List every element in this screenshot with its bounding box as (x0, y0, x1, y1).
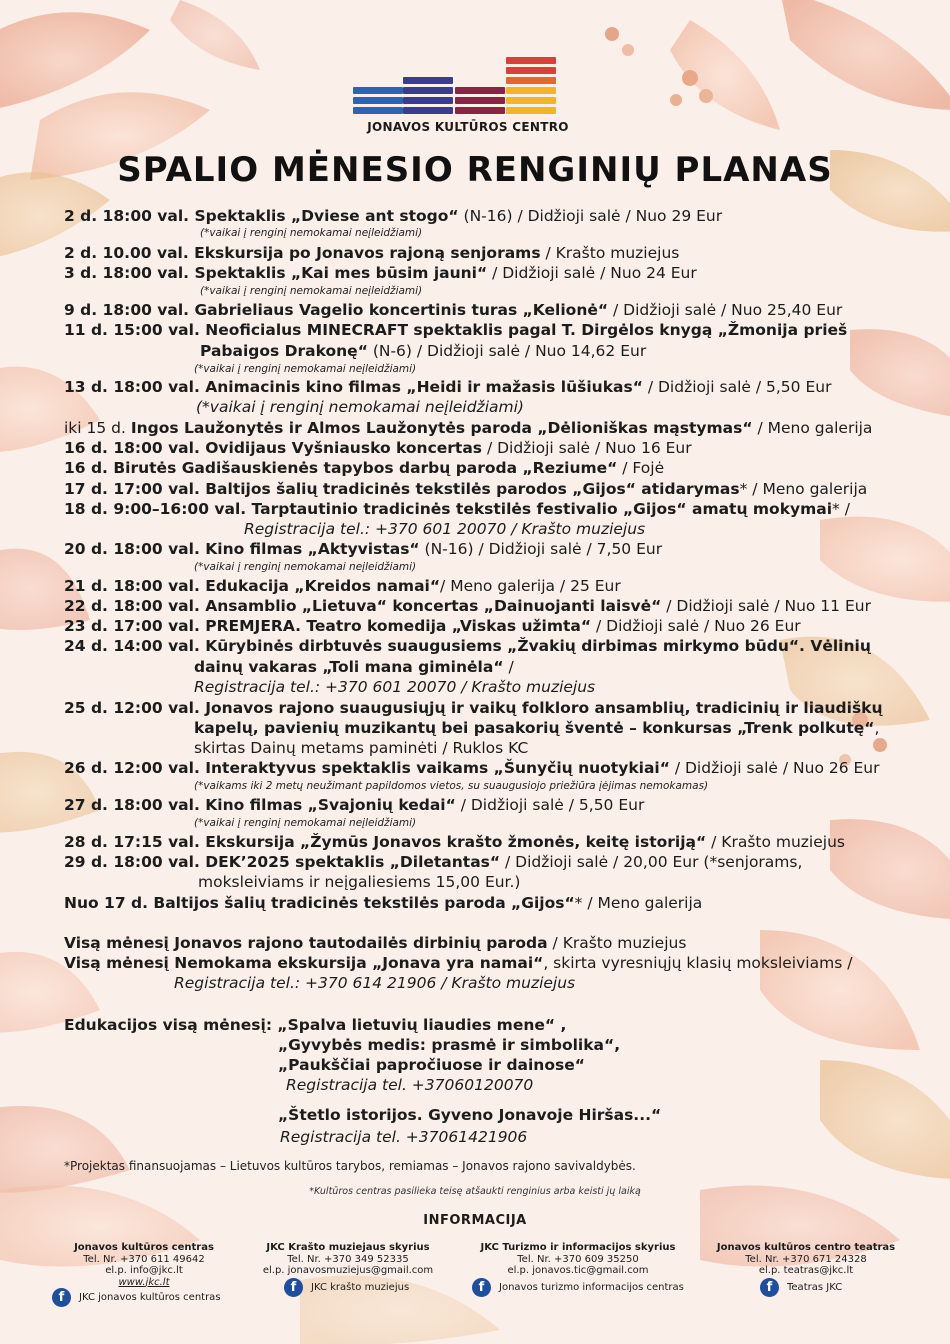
website-link[interactable]: www.jkc.lt (118, 1276, 170, 1288)
event-line (278, 1056, 585, 1074)
facebook-label: Teatras JKC (787, 1282, 843, 1293)
event-registration: Registracija tel.: +370 601 20070 / Krašto muziejus (194, 678, 596, 696)
event-details: / Didžioji salė / Nuo 11 Eur (661, 597, 871, 615)
event-details: / Didžioji salė / Nuo 26 Eur (669, 759, 880, 777)
event-line (64, 954, 852, 972)
event-registration: (*vaikai į renginį nemokamai neįleidžiami) (196, 398, 524, 416)
event-title: 24 d. 14:00 val. Kūrybinės dirbtuvės suaugusiems „Žvakių dirbimas mirkymo būdu“. Vėlinių (64, 637, 871, 655)
event-line (64, 617, 801, 635)
event-title: 21 d. 18:00 val. Edukacija „Kreidos namai“ (64, 577, 441, 595)
disclaimer-footnote: *Kultūros centras pasilieka teisę atšaukti renginius arba keisti jų laiką (309, 1186, 641, 1197)
event-line (278, 1106, 661, 1124)
facebook-icon: f (52, 1288, 71, 1307)
event-line (64, 500, 850, 518)
event-line (64, 934, 686, 952)
info-tel: Tel. Nr. +370 609 35250 (517, 1253, 639, 1265)
info-name: Jonavos kultūros centras (74, 1242, 214, 1253)
event-line (64, 301, 842, 319)
info-column-culture-centre (44, 1242, 244, 1288)
event-line (198, 873, 520, 891)
event-title: dainų vakaras „Toli mana giminėla“ (194, 658, 504, 676)
info-name: JKC Turizmo ir informacijos skyrius (480, 1242, 676, 1253)
event-title: Nuo 17 d. Baltijos šalių tradicinės tekstilės paroda „Gijos“ (64, 894, 575, 912)
event-note: (*vaikams iki 2 metų neužimant papildomos vietos, su suaugusiojo priežiūra įėjimas nemokamas) (194, 780, 709, 792)
event-details: / Didžioji salė / Nuo 24 Eur (487, 264, 697, 282)
event-title: 13 d. 18:00 val. Animacinis kino filmas „Heidi ir mažasis lūšiukas“ (64, 378, 643, 396)
info-email: el.p. teatras@jkc.lt (758, 1265, 854, 1276)
event-title: Visą mėnesį Nemokama ekskursija „Jonava yra namai“ (64, 954, 544, 972)
event-note: (*vaikai į renginį nemokamai neįleidžiami) (194, 817, 417, 829)
event-title: Ingos Laužonytės ir Almos Laužonytės paroda „Dėlioniškas mąstymas“ (130, 419, 753, 437)
event-line (64, 264, 697, 282)
event-line (64, 833, 845, 851)
info-column-museum (248, 1242, 448, 1277)
event-details: (N-16) / Didžioji salė / Nuo 29 Eur (458, 207, 723, 225)
event-title: Visą mėnesį Jonavos rajono tautodailės dirbinių paroda (64, 934, 548, 952)
event-line (64, 378, 831, 396)
funding-footnote: *Projektas finansuojamas – Lietuvos kultūros tarybos, remiamas – Jonavos rajono savivaldybės. (64, 1159, 636, 1173)
event-line (196, 398, 524, 416)
facebook-label: JKC krašto muziejus (311, 1282, 410, 1293)
event-line (64, 597, 871, 615)
event-details: * / Meno galerija (574, 894, 703, 912)
event-details: / Meno galerija / 25 Eur (440, 577, 621, 595)
logo-name: JONAVOS KULTŪROS CENTRO (367, 120, 569, 134)
info-column-theatre (704, 1242, 908, 1277)
event-details: / Didžioji salė / 20,00 Eur (*senjorams, (500, 853, 803, 871)
facebook-icon: f (760, 1278, 779, 1297)
facebook-label: Jonavos turizmo informacijos centras (499, 1282, 684, 1293)
event-details: * / Meno galerija (739, 480, 868, 498)
event-title: 17 d. 17:00 val. Baltijos šalių tradicinės tekstilės parodos „Gijos“ atidarymas (64, 480, 740, 498)
event-line (194, 658, 514, 676)
event-details: / Fojė (617, 459, 665, 477)
event-prefix: iki 15 d. (64, 419, 131, 437)
event-note: (*vaikai į renginį nemokamai neįleidžiami) (200, 227, 423, 239)
event-details: moksleiviams ir neįgaliesiems 15,00 Eur.) (198, 873, 521, 891)
event-line (278, 1036, 620, 1054)
event-details: / Krašto muziejus (540, 244, 680, 262)
event-line (286, 1076, 533, 1094)
event-details: skirtas Dainų metams paminėti / Ruklos KC (194, 739, 529, 757)
event-title: Edukacijos visą mėnesį: „Spalva lietuvių liaudies mene“ , (64, 1016, 567, 1034)
facebook-link-culture-centre[interactable] (52, 1288, 221, 1307)
event-line (244, 520, 645, 538)
info-tel: Tel. Nr. +370 671 24328 (745, 1253, 867, 1265)
facebook-icon: f (284, 1278, 303, 1297)
event-line (64, 1016, 566, 1034)
event-title: 16 d. 18:00 val. Ovidijaus Vyšniausko koncertas (64, 439, 483, 457)
event-details: / Didžioji salė / Nuo 16 Eur (482, 439, 692, 457)
event-details: / Meno galerija (752, 419, 873, 437)
event-line (64, 577, 621, 595)
event-title: 27 d. 18:00 val. Kino filmas „Svajonių kedai“ (64, 796, 456, 814)
event-line (64, 796, 644, 814)
event-title: 25 d. 12:00 val. Jonavos rajono suaugusiųjų ir vaikų folkloro ansamblių, tradicinių ir liaudiškų (64, 699, 883, 717)
event-title: Pabaigos Drakonę“ (200, 342, 368, 360)
event-note: (*vaikai į renginį nemokamai neįleidžiami) (200, 285, 423, 297)
event-title: „Gyvybės medis: prasmė ir simbolika“, (278, 1036, 621, 1054)
event-details: / Didžioji salė / 5,50 Eur (642, 378, 832, 396)
event-line (64, 419, 872, 437)
event-line (64, 459, 664, 477)
info-name: JKC Krašto muziejaus skyrius (266, 1242, 430, 1253)
event-registration: Registracija tel. +37060120070 (286, 1076, 534, 1094)
event-line (280, 1128, 527, 1146)
event-title: „Paukščiai papročiuose ir dainose“ (278, 1056, 585, 1074)
event-title: 18 d. 9:00–16:00 val. Tarptautinio tradicinės tekstilės festivalio „Gijos“ amatų mokymai (64, 500, 833, 518)
event-line (64, 321, 847, 339)
event-details: / Krašto muziejus (547, 934, 687, 952)
facebook-label: JKC jonavos kultūros centras (79, 1292, 221, 1303)
event-registration: Registracija tel. +37061421906 (280, 1128, 528, 1146)
event-title: 29 d. 18:00 val. DEK’2025 spektaklis „Diletantas“ (64, 853, 501, 871)
event-title: kapelų, pavienių muzikantų bei pasakorių šventė – konkursas „Trenk polkutę“ (194, 719, 875, 737)
event-line (64, 853, 802, 871)
event-title: 9 d. 18:00 val. Gabrieliaus Vagelio koncertinis turas „Kelionė“ (64, 301, 609, 319)
event-line (64, 207, 722, 225)
event-line (194, 739, 528, 757)
event-line (64, 637, 871, 655)
event-line (64, 540, 662, 558)
facebook-link-tourism[interactable] (472, 1278, 684, 1297)
info-email: el.p. jonavos.tic@gmail.com (507, 1265, 649, 1276)
event-details: * / (832, 500, 850, 518)
event-details: / Didžioji salė / Nuo 25,40 Eur (608, 301, 843, 319)
facebook-link-museum[interactable] (284, 1278, 409, 1297)
event-details: , skirta vyresniųjų klasių moksleiviams / (543, 954, 853, 972)
event-details: , (874, 719, 880, 737)
event-title: 28 d. 17:15 val. Ekskursija „Žymūs Jonavos krašto žmonės, keitę istoriją“ (64, 833, 707, 851)
event-title: 16 d. Birutės Gadišauskienės tapybos darbų paroda „Reziume“ (64, 459, 618, 477)
event-title: 20 d. 18:00 val. Kino filmas „Aktyvistas“ (64, 540, 420, 558)
logo (353, 48, 583, 134)
info-title: INFORMACIJA (423, 1213, 527, 1228)
event-title: 26 d. 12:00 val. Interaktyvus spektaklis vaikams „Šunyčių nuotykiai“ (64, 759, 670, 777)
event-title: 3 d. 18:00 val. Spektaklis „Kai mes būsim jauni“ (64, 264, 488, 282)
info-email: el.p. info@jkc.lt (105, 1265, 183, 1276)
info-email: el.p. jonavosmuziejus@gmail.com (262, 1265, 434, 1276)
event-details: (N-6) / Didžioji salė / Nuo 14,62 Eur (367, 342, 647, 360)
event-details: / Didžioji salė / Nuo 26 Eur (591, 617, 801, 635)
event-line (64, 759, 880, 777)
facebook-link-theatre[interactable] (760, 1278, 842, 1297)
event-line (64, 480, 867, 498)
event-details: (N-16) / Didžioji salė / 7,50 Eur (419, 540, 663, 558)
info-tel: Tel. Nr. +370 349 52335 (287, 1253, 409, 1265)
info-tel: Tel. Nr. +370 611 49642 (83, 1253, 205, 1265)
info-name: Jonavos kultūros centro teatras (716, 1242, 896, 1253)
event-registration: Registracija tel.: +370 601 20070 / Krašto muziejus (244, 520, 646, 538)
event-line (64, 699, 883, 717)
event-title: 23 d. 17:00 val. PREMJERA. Teatro komedija „Viskas užimta“ (64, 617, 592, 635)
facebook-icon: f (472, 1278, 491, 1297)
event-line (194, 719, 879, 737)
event-title: „Štetlo istorijos. Gyveno Jonavoje Hiršas...“ (278, 1106, 662, 1124)
info-column-tourism (478, 1242, 678, 1277)
event-line (200, 342, 646, 360)
event-title: 22 d. 18:00 val. Ansamblio „Lietuva“ koncertas „Dainuojanti laisvė“ (64, 597, 662, 615)
event-details: / Krašto muziejus (706, 833, 845, 851)
event-registration: Registracija tel.: +370 614 21906 / Krašto muziejus (174, 974, 576, 992)
event-line (194, 678, 595, 696)
event-title: 2 d. 10.00 val. Ekskursija po Jonavos rajoną senjorams (64, 244, 541, 262)
event-details: / (503, 658, 514, 676)
event-title: 11 d. 15:00 val. Neoficialus MINECRAFT spektaklis pagal T. Dirgėlos knygą „Žmonija prieš (64, 321, 848, 339)
event-title: 2 d. 18:00 val. Spektaklis „Dviese ant stogo“ (64, 207, 459, 225)
event-note: (*vaikai į renginį nemokamai neįleidžiami) (194, 561, 417, 573)
event-line (64, 894, 702, 912)
event-line (64, 439, 692, 457)
event-line (64, 244, 679, 262)
event-note: (*vaikai į renginį nemokamai neįleidžiami) (194, 363, 417, 375)
logo-bars-icon (353, 48, 583, 114)
event-details: / Didžioji salė / 5,50 Eur (455, 796, 645, 814)
event-line (174, 974, 575, 992)
page-title: SPALIO MĖNESIO RENGINIŲ PLANAS (117, 150, 833, 190)
